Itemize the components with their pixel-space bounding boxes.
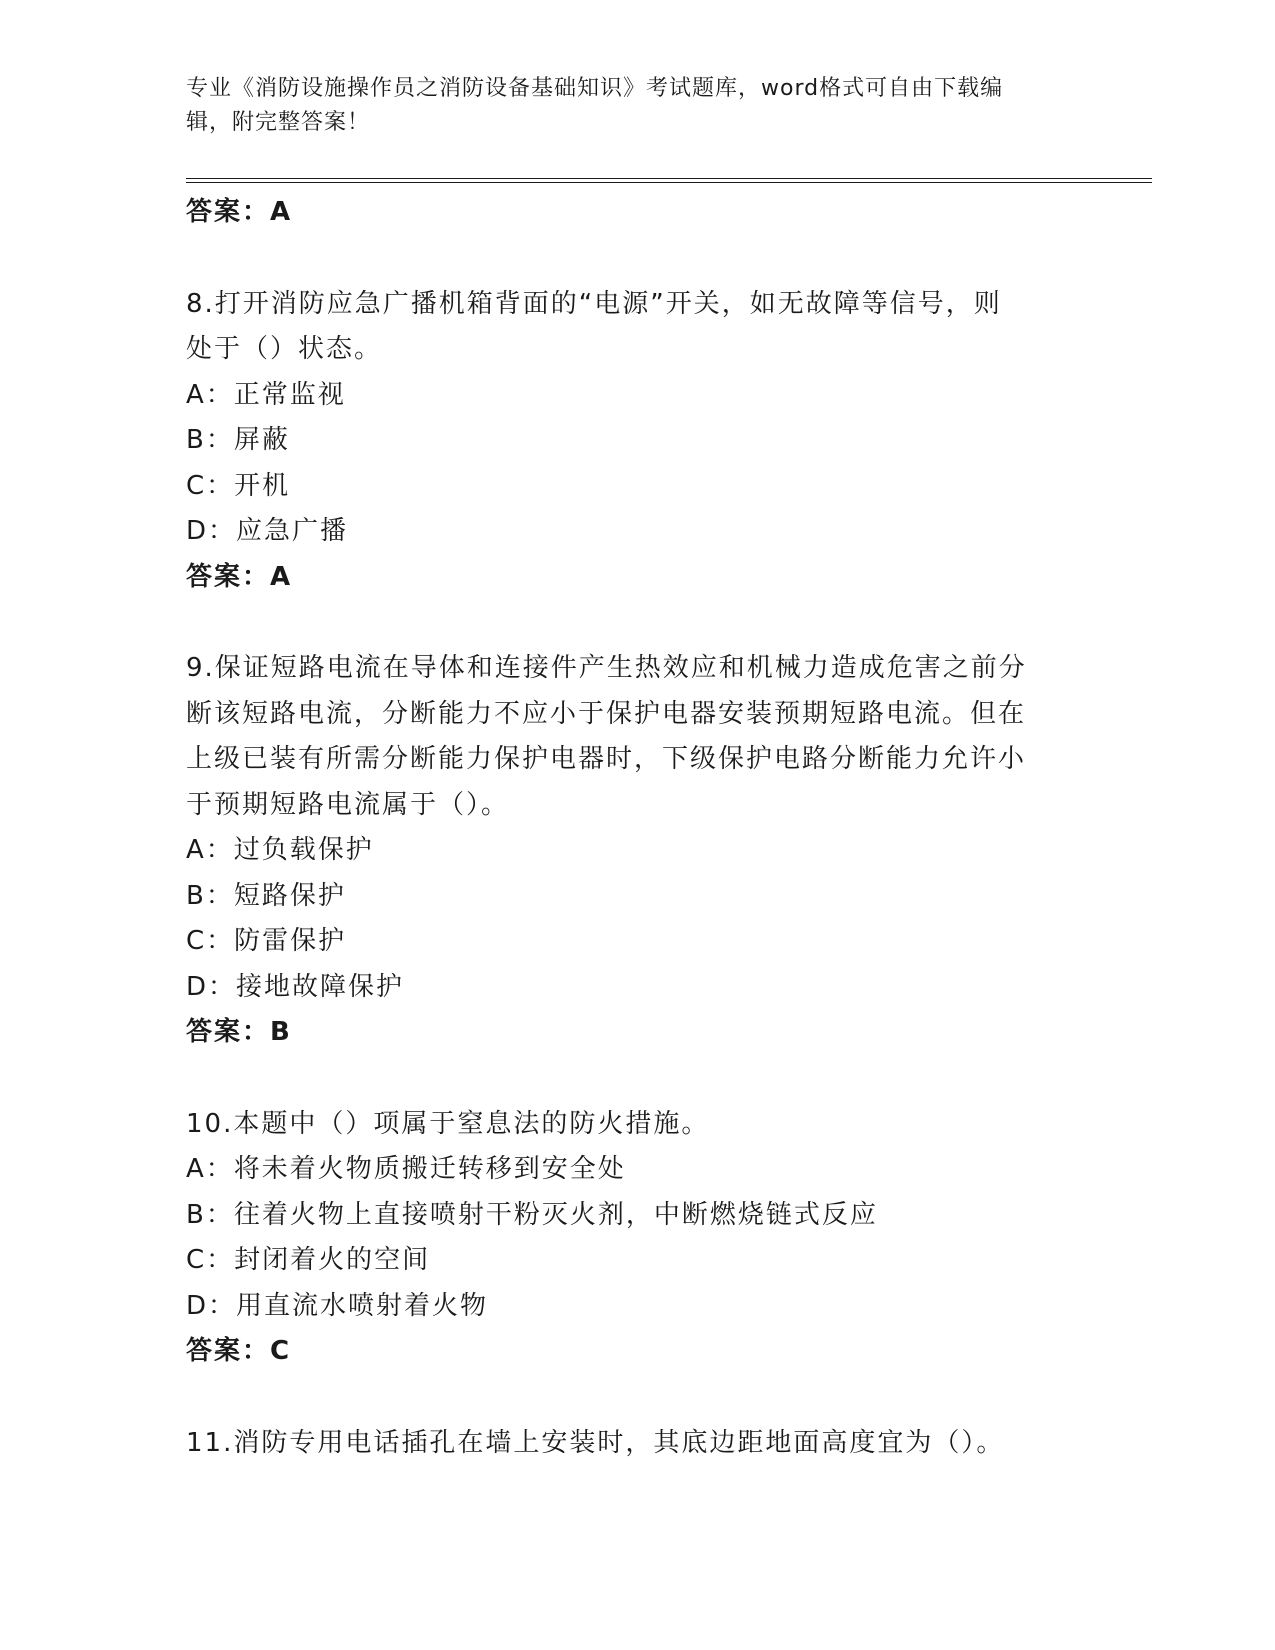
option-a: A：将未着火物质搬迁转移到安全处 [186,1154,626,1184]
question-text-line: 断该短路电流，分断能力不应小于保护电器安装预期短路电流。但在 [186,698,1027,729]
question-text-line: 处于（）状态。 [186,334,383,364]
option-c: C：防雷保护 [186,926,347,956]
question-8 [186,282,1056,601]
question-text [186,1102,1056,1148]
option-c: C：封闭着火的空间 [186,1245,431,1275]
question-text-line: 上级已装有所需分断能力保护电器时，下级保护电路分断能力允许小 [186,744,1027,774]
question-list [186,190,1056,1466]
option-a: A：过负载保护 [186,835,374,865]
option-b: B：短路保护 [186,880,346,911]
answer-line: 答案：B [186,1017,292,1047]
question-text-line: 9.保证短路电流在导体和连接件产生热效应和机械力造成危害之前分 [186,653,1027,683]
question-text-line: 10.本题中（）项属于窒息法的防火措施。 [186,1108,710,1139]
option-d: D：应急广播 [186,516,349,546]
option-d: D：用直流水喷射着火物 [186,1290,489,1321]
option-c: C：开机 [186,470,291,501]
question-text [186,282,1056,373]
question-text [186,646,1056,828]
question-9 [186,646,1056,1056]
header-divider-bottom [186,182,1152,183]
question-10 [186,1102,1056,1375]
page-header [186,72,1066,140]
header-line-2: 辑，附完整答案！ [186,110,371,135]
option-a: A：正常监视 [186,379,346,410]
answer-line: 答案：C [186,1336,292,1366]
option-d: D：接地故障保护 [186,971,405,1002]
option-b: B：屏蔽 [186,425,290,455]
question-text-line: 于预期短路电流属于（）。 [186,789,510,820]
question-11 [186,1421,1056,1467]
question-text [186,1421,1056,1467]
question-text-line: 8.打开消防应急广播机箱背面的“电源”开关，如无故障等信号，则 [186,288,1002,319]
answer-line: 答案：A [186,197,293,227]
question-text-line: 11.消防专用电话插孔在墙上安装时，其底边距地面高度宜为（）。 [186,1427,1005,1458]
header-divider-top [186,178,1152,179]
header-line-1: 专业《消防设施操作员之消防设备基础知识》考试题库，word格式可自由下载编 [186,76,1004,101]
option-b: B：往着火物上直接喷射干粉灭火剂，中断燃烧链式反应 [186,1199,878,1230]
answer-line: 答案：A [186,561,293,592]
